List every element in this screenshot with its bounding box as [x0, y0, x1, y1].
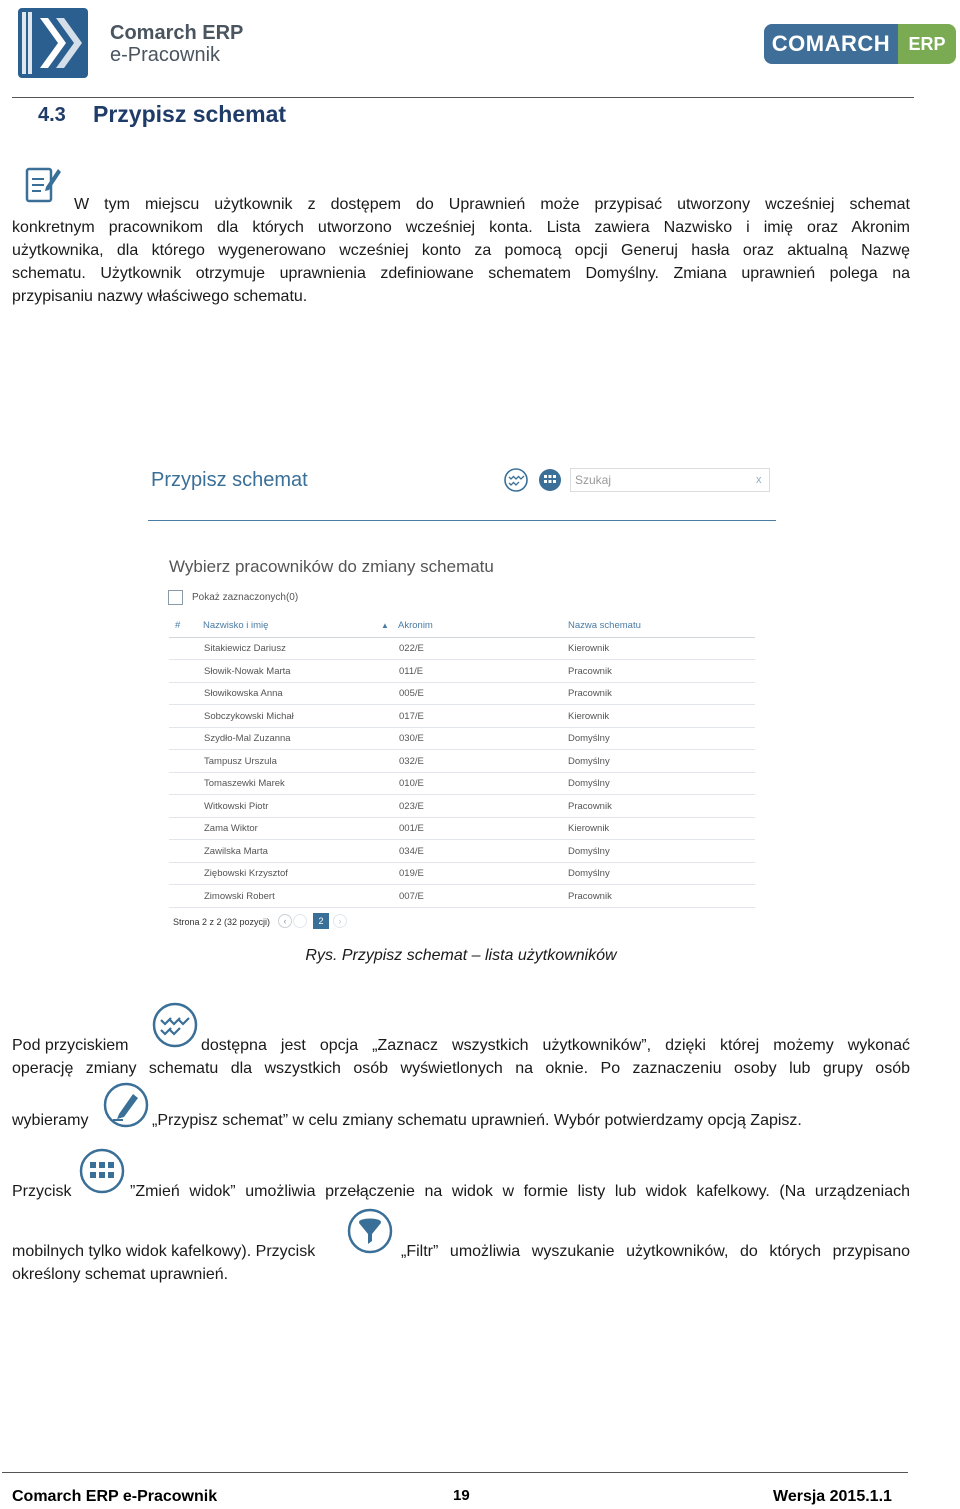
cell-schemat[interactable]: Kierownik [568, 823, 610, 834]
cell-name[interactable]: Tampusz Urszula [204, 756, 277, 767]
grid-view-icon [79, 1148, 125, 1194]
intro-line-4: schematu. Użytkownik otrzymuje uprawnienia zdefiniowane schematem Domyślny. Zmiana uprawnień polega na [12, 265, 910, 282]
cell-akronim[interactable]: 030/E [399, 733, 424, 744]
cell-name[interactable]: Zawilska Marta [204, 846, 268, 857]
cell-name[interactable]: Słowikowska Anna [204, 688, 283, 699]
product-name-line2: e-Pracownik [110, 44, 221, 66]
row-divider [169, 727, 755, 728]
cell-akronim[interactable]: 022/E [399, 643, 424, 654]
table-header-divider [169, 637, 755, 638]
row-divider [169, 862, 755, 863]
show-selected-checkbox[interactable] [168, 590, 183, 605]
intro-line-5: przypisaniu nazwy właściwego schematu. [12, 288, 308, 305]
cell-name[interactable]: Tomaszewki Marek [204, 778, 285, 789]
show-selected-label: Pokaż zaznaczonych(0) [192, 592, 299, 603]
row-divider [169, 772, 755, 773]
row-divider [169, 839, 755, 840]
select-all-icon [152, 1002, 198, 1048]
pager-current-page[interactable]: 2 [313, 913, 329, 929]
cell-name[interactable]: Zama Wiktor [204, 823, 258, 834]
row-divider [169, 907, 755, 908]
cell-akronim[interactable]: 010/E [399, 778, 424, 789]
row-divider [169, 884, 755, 885]
cell-akronim[interactable]: 017/E [399, 711, 424, 722]
p2-text-e: określony schemat uprawnień. [12, 1266, 229, 1283]
p2-text-d: „Filtr” umożliwia wyszukanie użytkowników, do których przypisano [401, 1243, 910, 1260]
search-input[interactable]: Szukaj [570, 468, 770, 492]
row-divider [169, 794, 755, 795]
intro-line-1: W tym miejscu użytkownik z dostępem do Uprawnień może przypisać utworzony wcześniej schemat [74, 196, 910, 213]
p1-text-c: operację zmiany schematu dla wszystkich osób wyświetlonych na oknie. Po zaznaczeniu osoby lub grupy osób [12, 1060, 910, 1077]
section-title: Przypisz schemat [93, 101, 287, 127]
cell-schemat[interactable]: Domyślny [568, 733, 610, 744]
cell-schemat[interactable]: Domyślny [568, 846, 610, 857]
cell-name[interactable]: Szydło-Mal Zuzanna [204, 733, 291, 744]
comarch-logo-mark-icon [18, 8, 88, 78]
cell-schemat[interactable]: Pracownik [568, 801, 612, 812]
note-edit-icon [24, 163, 62, 205]
p1-text-e: „Przypisz schemat” w celu zmiany schematu uprawnień. Wybór potwierdzamy opcją Zapisz. [152, 1112, 802, 1129]
panel-title: Przypisz schemat [151, 469, 308, 491]
comarch-erp-logo [764, 24, 956, 64]
select-all-icon[interactable] [504, 468, 528, 492]
p1-text-b: dostępna jest opcja „Zaznacz wszystkich użytkowników”, dzięki której możemy wykonać [201, 1037, 910, 1054]
pager-page-1[interactable] [293, 914, 307, 928]
row-divider [169, 704, 755, 705]
pager-prev-button[interactable]: ‹ [278, 914, 292, 928]
cell-akronim[interactable]: 023/E [399, 801, 424, 812]
figure-caption: Rys. Przypisz schemat – lista użytkowników [305, 947, 617, 964]
cell-schemat[interactable]: Pracownik [568, 891, 612, 902]
cell-schemat[interactable]: Domyślny [568, 778, 610, 789]
header-divider [12, 97, 914, 98]
row-divider [169, 682, 755, 683]
p1-text-a: Pod przyciskiem [12, 1037, 129, 1054]
pager-next-button[interactable]: › [333, 914, 347, 928]
p2-text-a: Przycisk [12, 1183, 72, 1200]
cell-akronim[interactable]: 032/E [399, 756, 424, 767]
row-divider [169, 659, 755, 660]
grid-view-icon[interactable] [538, 468, 562, 492]
column-header-schemat[interactable]: Nazwa schematu [568, 620, 641, 631]
cell-schemat[interactable]: Kierownik [568, 643, 610, 654]
cell-name[interactable]: Ziębowski Krzysztof [204, 868, 288, 879]
cell-akronim[interactable]: 034/E [399, 846, 424, 857]
cell-schemat[interactable]: Pracownik [568, 666, 612, 677]
cell-name[interactable]: Witkowski Piotr [204, 801, 269, 812]
cell-akronim[interactable]: 001/E [399, 823, 424, 834]
cell-akronim[interactable]: 019/E [399, 868, 424, 879]
sort-asc-icon: ▲ [381, 621, 389, 630]
panel-divider [148, 520, 776, 521]
cell-akronim[interactable]: 007/E [399, 891, 424, 902]
cell-schemat[interactable]: Pracownik [568, 688, 612, 699]
cell-name[interactable]: Zimowski Robert [204, 891, 275, 902]
select-employees-heading: Wybierz pracowników do zmiany schematu [169, 557, 494, 576]
p2-text-c: mobilnych tylko widok kafelkowy). Przycisk [12, 1243, 316, 1260]
p1-text-d: wybieramy [12, 1112, 89, 1129]
brand-right: ERP [898, 24, 956, 64]
footer-divider [2, 1472, 908, 1473]
intro-line-3: użytkownika, dla którego wygenerowano wcześniej konto za pomocą opcji Generuj hasła oraz aktualną Nazwę [12, 242, 910, 259]
cell-name[interactable]: Sitakiewicz Dariusz [204, 643, 286, 654]
column-header-number[interactable]: # [175, 620, 181, 631]
cell-schemat[interactable]: Kierownik [568, 711, 610, 722]
section-number: 4.3 [38, 104, 66, 126]
footer-product: Comarch ERP e-Pracownik [12, 1488, 218, 1505]
row-divider [169, 749, 755, 750]
cell-name[interactable]: Słowik-Nowak Marta [204, 666, 291, 677]
cell-schemat[interactable]: Domyślny [568, 868, 610, 879]
brand-left: COMARCH [764, 24, 898, 64]
column-header-name[interactable]: Nazwisko i imię [203, 620, 269, 631]
intro-line-2: konkretnym pracownikom dla których utworzono wcześniej konta. Lista zawiera Nazwisko i imię oraz Akronim [12, 219, 910, 236]
assign-edit-icon [103, 1082, 149, 1128]
cell-schemat[interactable]: Domyślny [568, 756, 610, 767]
cell-name[interactable]: Sobczykowski Michał [204, 711, 294, 722]
cell-akronim[interactable]: 005/E [399, 688, 424, 699]
page-number: 19 [453, 1487, 470, 1504]
row-divider [169, 817, 755, 818]
pager-summary: Strona 2 z 2 (32 pozycji) [173, 917, 271, 927]
p2-text-b: ”Zmień widok” umożliwia przełączenie na widok w formie listy lub widok kafelkowy. (Na urządzeniach [130, 1183, 910, 1200]
column-header-akronim[interactable]: Akronim [398, 620, 433, 631]
search-clear-button[interactable]: x [756, 474, 762, 486]
filter-icon [347, 1208, 393, 1254]
cell-akronim[interactable]: 011/E [399, 666, 424, 677]
product-name-line1: Comarch ERP [110, 22, 244, 44]
footer-version: Wersja 2015.1.1 [773, 1488, 892, 1505]
